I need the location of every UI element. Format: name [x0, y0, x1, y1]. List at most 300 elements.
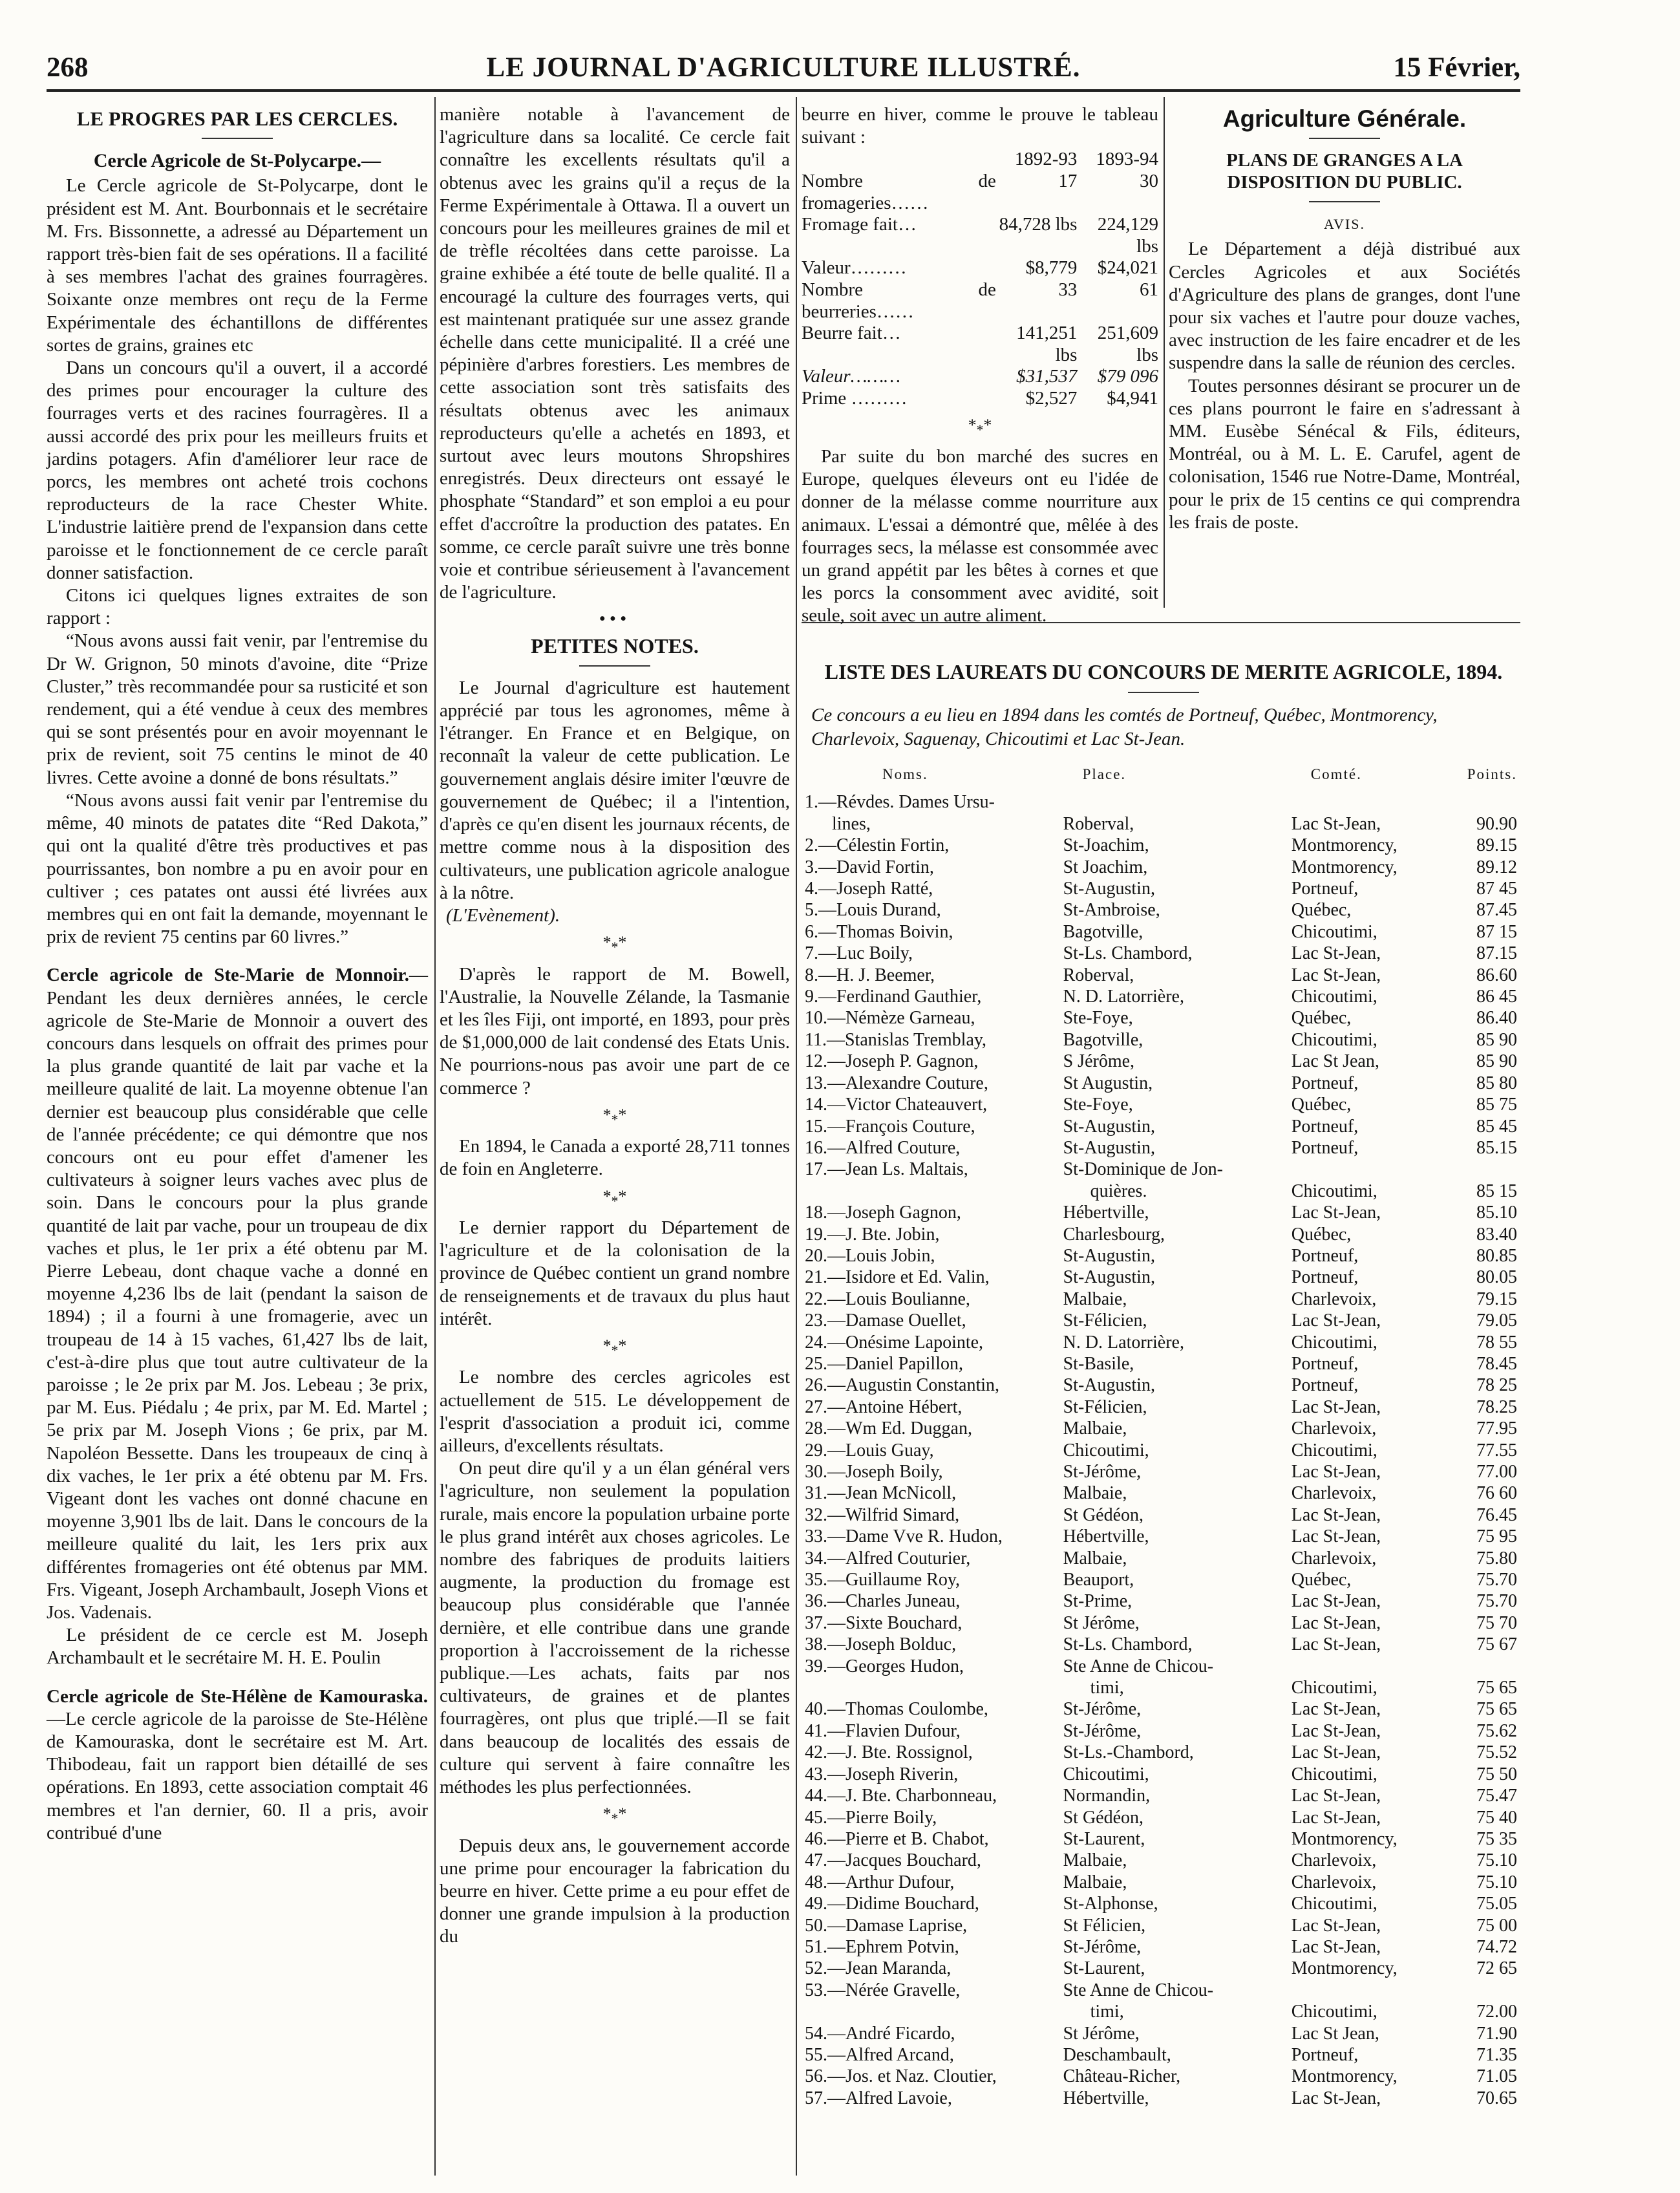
laureate-points: 76 60	[1476, 1483, 1517, 1504]
table-row	[805, 1396, 1522, 1418]
laureate-name: 46.—Pierre et B. Chabot,	[805, 1828, 989, 1849]
laureate-name: 33.—Dame Vve R. Hudon,	[805, 1526, 1003, 1547]
table-row	[805, 1548, 1522, 1569]
laureate-place: St-Augustin,	[1063, 1375, 1155, 1396]
laureate-points	[1443, 1159, 1522, 1180]
laureate-name: 6.—Thomas Boivin,	[805, 921, 953, 942]
laureate-points: 87.15	[1476, 943, 1517, 964]
row-label: Valeur………	[802, 366, 901, 387]
column-3	[802, 103, 1158, 628]
laureate-place: timi,	[1063, 1678, 1124, 1698]
laureate-place: St-Basile,	[1063, 1353, 1134, 1374]
laureate-county: Lac St-Jean,	[1291, 1396, 1381, 1417]
laureate-county: Lac St-Jean,	[1291, 1591, 1381, 1612]
quote-paragraph: “Nous avons aussi fait venir par l'entremise du même, 40 minots de patates dite “Red Dakota,” qui ont la qualité d'être très productives et pas pourrissantes, bon nombre a pu en avoir pour en cultiver ; ces patates ont aussi été livrées aux membres qui en ont fait la demande, moyennant le prix de revient 75 centins par 60 livres.”	[47, 789, 428, 948]
laureate-county: Québec,	[1291, 900, 1352, 921]
table-row	[805, 1526, 1522, 1547]
laureate-points: 89.15	[1476, 835, 1517, 856]
paragraph: Toutes personnes désirant se procurer un de ces plans pourront le faire en s'adressant à MM. Eusèbe Sénécal & Fils, éditeurs, Montréal, ou à M. L. E. Carufel, agent de colonisation, 1546 rue Notre-Dame, Montréal, pour le prix de 15 centins ce qui comprendra les frais de poste.	[1169, 375, 1520, 533]
laureate-points: 76.45	[1476, 1504, 1517, 1525]
laureate-name: 50.—Damase Laprise,	[805, 1915, 968, 1936]
laureate-points	[1443, 791, 1522, 813]
laureate-place: St Gédéon,	[1063, 1504, 1144, 1525]
cell: 141,251 lbs	[1016, 323, 1078, 365]
laureate-county: Québec,	[1291, 1224, 1352, 1245]
laureate-place: St-Ls. Chambord,	[1063, 1634, 1193, 1655]
table-row	[805, 921, 1522, 943]
table-row	[805, 899, 1522, 921]
asterism: $*_**$	[968, 415, 992, 438]
table-row	[805, 1029, 1522, 1051]
table-row	[802, 323, 1158, 366]
column-header: Place.	[1082, 766, 1127, 782]
laureate-place: St Gédéon,	[1063, 1807, 1144, 1828]
laureate-place: St-Jérôme,	[1063, 1936, 1142, 1957]
laureate-name	[805, 1181, 1063, 1202]
laureate-place: St-Augustin,	[1063, 1245, 1155, 1266]
laureate-place: Malbaie,	[1063, 1872, 1127, 1892]
laureate-county: Portneuf,	[1291, 1353, 1359, 1374]
laureate-name: 44.—J. Bte. Charbonneau,	[805, 1786, 997, 1806]
laureate-points: 75 40	[1476, 1807, 1517, 1828]
laureate-points: 87.45	[1476, 900, 1517, 921]
laureate-county: Portneuf,	[1291, 1375, 1359, 1396]
table-row	[805, 1094, 1522, 1115]
column-4	[1169, 103, 1520, 534]
laureate-county: Montmorency,	[1291, 1958, 1398, 1979]
laureate-name: 2.—Célestin Fortin,	[805, 835, 950, 856]
laureate-points: 75.52	[1476, 1742, 1517, 1763]
laureate-name: 26.—Augustin Constantin,	[805, 1375, 1000, 1396]
laureate-name: lines,	[805, 813, 871, 834]
laureate-points: 85 45	[1476, 1116, 1517, 1137]
laureate-name: 29.—Louis Guay,	[805, 1440, 934, 1460]
paragraph: Citons ici quelques lignes extraites de son rapport :	[47, 585, 428, 629]
cell: 33	[1058, 279, 1078, 300]
laureate-place: Deschambault,	[1063, 2044, 1171, 2065]
asterism: $*_**$	[602, 1336, 627, 1359]
laureate-county: Portneuf,	[1291, 1116, 1359, 1137]
laureate-place: St-Augustin,	[1063, 879, 1155, 899]
section-title: LISTE DES LAUREATS DU CONCOURS DE MERITE AGRICOLE, 1894.	[824, 660, 1503, 683]
laureate-place: Ste-Foye,	[1063, 1008, 1133, 1029]
laureate-points: 75 00	[1476, 1915, 1517, 1936]
laureate-county: Chicoutimi,	[1291, 2002, 1377, 2022]
table-row	[805, 1332, 1522, 1353]
laureate-place: Hébertville,	[1063, 1203, 1149, 1223]
table-row	[805, 986, 1522, 1007]
cell: $24,021	[1097, 257, 1158, 279]
laureate-county: Chicoutimi,	[1291, 1764, 1377, 1784]
laureate-place: Malbaie,	[1063, 1850, 1127, 1871]
paragraph: Depuis deux ans, le gouvernement accorde une prime pour encourager la fabrication du beurre en hiver. Cette prime a eu pour effet de donner une grande impulsion à la production du	[440, 1835, 790, 1947]
table-row	[805, 965, 1522, 986]
table-row	[805, 1634, 1522, 1655]
table-row	[805, 1310, 1522, 1331]
laureate-points: 77.95	[1476, 1418, 1517, 1439]
laureate-county: Lac St-Jean,	[1291, 1915, 1381, 1936]
laureate-county: Portneuf,	[1291, 1073, 1359, 1093]
paragraph: Par suite du bon marché des sucres en Europe, quelques éleveurs ont eu l'idée de donner de la mélasse comme nourriture aux animaux. L'essai a démontré que, mêlée à des fourrages secs, la mélasse est consommée avec un grand appétit par les bêtes à cornes et que les porcs la consomment avec avidité, soit seule, soit avec un autre aliment.	[802, 445, 1158, 626]
section-title: LE PROGRES PAR LES CERCLES.	[76, 107, 398, 130]
laureate-points: 79.15	[1476, 1289, 1517, 1309]
laureate-place: Beauport,	[1063, 1570, 1134, 1590]
laureate-place: St Jérôme,	[1063, 1612, 1140, 1633]
laureate-place: Malbaie,	[1063, 1289, 1127, 1309]
laureate-name: 20.—Louis Jobin,	[805, 1245, 935, 1266]
issue-date: 15 Février,	[1393, 52, 1520, 83]
laureate-name: 4.—Joseph Ratté,	[805, 879, 933, 899]
laureate-place	[1063, 791, 1292, 813]
laureate-place: Hébertville,	[1063, 1526, 1149, 1547]
laureate-county: Chicoutimi,	[1291, 987, 1377, 1007]
laureate-points: 75 65	[1476, 1678, 1517, 1698]
laureate-points: 83.40	[1476, 1224, 1517, 1245]
laureate-name: 35.—Guillaume Roy,	[805, 1570, 961, 1590]
laureate-name: 7.—Luc Boily,	[805, 943, 913, 964]
laureate-name: 57.—Alfred Lavoie,	[805, 2088, 952, 2108]
contest-note: Ce concours a eu lieu en 1894 dans les comtés de Portneuf, Québec, Montmorency, Charlevoix, Saguenay, Chicoutimi et Lac St-Jean.	[811, 705, 1438, 749]
table-row	[805, 1980, 1522, 2001]
separator: •••	[599, 608, 631, 630]
laureate-place: Charlesbourg,	[1063, 1224, 1165, 1245]
laureate-points: 85.10	[1476, 1203, 1517, 1223]
notice-label: AVIS.	[1323, 216, 1365, 233]
laureate-county: Lac St-Jean,	[1291, 1807, 1381, 1828]
paragraph: manière notable à l'avancement de l'agriculture dans sa localité. Ce cercle fait connaître les excellents résultats qu'il a obtenus avec les grains qu'il a reçus de la Ferme Expérimentale à Ottawa. Il a ouvert un concours pour les meilleures graines de mil et de trèfle récoltées dans cette paroisse. La graine exhibée a été toute de belle qualité. Il a encouragé la culture des fourrages verts, qui est maintenant pratiquée sur une assez grande échelle dans cette municipalité. Il a créé une pépinière d'arbres forestiers. Les membres de cette association sont très satisfaits des résultats obtenus avec les animaux reproducteurs qu'elle a achetés en 1893, et surtout avec leurs moutons Shropshires enregistrés. Deux directeurs ont essayé le phosphate “Standard” et son emploi a eu pour effet d'accroître la production des patates. En somme, ce cercle paraît suivre une très bonne voie et contribue sérieusement à l'avancement de l'agriculture.	[440, 104, 790, 603]
laureate-county: Québec,	[1291, 1570, 1352, 1590]
table-row	[805, 1007, 1522, 1029]
cell: $8,779	[1025, 257, 1078, 279]
table-row	[805, 1504, 1522, 1526]
table-row	[805, 857, 1522, 878]
laureate-points: 75 35	[1476, 1828, 1517, 1849]
paragraph: Le Journal d'agriculture est hautement apprécié par tous les agronomes, même à l'étranger. En France et en Belgique, on reconnaît la valeur de cette publication. Le gouvernement anglais désire imiter l'œuvre de gouvernement de Québec; il a l'intention, d'après ce qu'en disent les journaux récents, de mettre comme nous à la disposition des cultivateurs, une publication agricole analogue à la nôtre.	[440, 677, 790, 903]
row-label: Nombre de beurreries……	[802, 279, 996, 322]
laureate-place: Ste Anne de Chicou-	[1063, 1980, 1214, 2000]
table-row	[802, 279, 1158, 323]
laureate-points: 71.35	[1476, 2044, 1517, 2065]
laureate-county: Lac St-Jean,	[1291, 1526, 1381, 1547]
laureate-name: 40.—Thomas Coulombe,	[805, 1699, 988, 1720]
table-row	[805, 1850, 1522, 1871]
laureate-county: Chicoutimi,	[1291, 1029, 1377, 1050]
laureate-place: St-Jérôme,	[1063, 1699, 1142, 1720]
asterism: $*_**$	[602, 1105, 627, 1128]
row-label: Fromage fait…	[802, 214, 917, 235]
paragraph: Le président de ce cercle est M. Joseph Archambault et le secrétaire M. H. E. Poulin	[47, 1625, 428, 1669]
laureate-county	[1292, 1656, 1443, 1677]
laureate-points: 85 15	[1476, 1181, 1517, 1201]
laureate-name: 56.—Jos. et Naz. Cloutier,	[805, 2066, 997, 2087]
laureate-county: Lac St-Jean,	[1291, 1634, 1381, 1655]
laureate-place: Malbaie,	[1063, 1483, 1127, 1504]
laureate-county: Lac St-Jean,	[1291, 1936, 1381, 1957]
laureate-points	[1443, 1980, 1522, 2001]
table-row	[805, 1720, 1522, 1742]
table-row	[805, 1073, 1522, 1094]
laureate-points: 75.10	[1476, 1872, 1517, 1892]
table-row	[805, 1353, 1522, 1375]
paragraph: Le nombre des cercles agricoles est actuellement de 515. Le développement de l'esprit d'association a produit ici, comme ailleurs, d'excellents résultats.	[440, 1367, 790, 1456]
laureate-points: 85 80	[1476, 1073, 1517, 1093]
laureate-county: Portneuf,	[1291, 2044, 1359, 2065]
laureate-points: 75 70	[1476, 1612, 1517, 1633]
table-row	[805, 1698, 1522, 1720]
laureate-county: Lac St-Jean,	[1291, 1786, 1381, 1806]
table-row	[805, 943, 1522, 964]
laureate-points: 86.40	[1476, 1008, 1517, 1029]
laureate-county: Lac St-Jean,	[1291, 1504, 1381, 1525]
table-row	[805, 1612, 1522, 1634]
table-row	[805, 1116, 1522, 1137]
table-row	[805, 1569, 1522, 1590]
table-row	[805, 1267, 1522, 1288]
laureate-name: 52.—Jean Maranda,	[805, 1958, 952, 1979]
laureate-county: Charlevoix,	[1291, 1548, 1377, 1568]
laureate-name: 16.—Alfred Couture,	[805, 1137, 961, 1158]
laureate-county: Montmorency,	[1291, 2066, 1398, 2087]
laureate-county: Lac St-Jean,	[1291, 965, 1381, 985]
table-row	[802, 388, 1158, 410]
table-row	[805, 1461, 1522, 1482]
laureate-name: 3.—David Fortin,	[805, 857, 934, 877]
laureate-points: 75.10	[1476, 1850, 1517, 1871]
table-row	[805, 1202, 1522, 1223]
cell: 84,728 lbs	[999, 214, 1078, 235]
laureate-county	[1292, 1980, 1443, 2001]
laureate-points: 72 65	[1476, 1958, 1517, 1979]
laureate-county: Charlevoix,	[1291, 1483, 1377, 1504]
laureate-name: 36.—Charles Juneau,	[805, 1591, 961, 1612]
laureate-place: Roberval,	[1063, 965, 1134, 985]
laureate-place: St Jérôme,	[1063, 2023, 1140, 2044]
column-divider	[1164, 97, 1165, 608]
table-row	[805, 1181, 1522, 1202]
column-header: Comté.	[1310, 766, 1362, 782]
laureate-points: 78.45	[1476, 1353, 1517, 1374]
year-header: 1893-94	[1096, 149, 1158, 170]
laureate-place: St-Ls.-Chambord,	[1063, 1742, 1194, 1763]
laureate-place: Bagotville,	[1063, 1029, 1143, 1050]
laureate-points: 85 90	[1476, 1029, 1517, 1050]
table-row	[805, 1440, 1522, 1461]
section-heading: Cercle Agricole de St-Polycarpe.—	[93, 150, 381, 172]
year-header: 1892-93	[1014, 149, 1078, 170]
cell: $4,941	[1107, 387, 1158, 409]
laureate-name: 38.—Joseph Bolduc,	[805, 1634, 957, 1655]
laureate-place: Malbaie,	[1063, 1548, 1127, 1568]
asterism: $*_**$	[602, 1804, 627, 1827]
cell: $2,527	[1025, 387, 1078, 409]
laureate-place: timi,	[1063, 2002, 1124, 2022]
table-row	[805, 1677, 1522, 1698]
laureate-name: 31.—Jean McNicoll,	[805, 1483, 957, 1504]
section-title: Agriculture Générale.	[1222, 105, 1467, 132]
laureate-county: Montmorency,	[1291, 1828, 1398, 1849]
laureate-place: St-Laurent,	[1063, 1828, 1145, 1849]
production-table	[802, 149, 1158, 409]
table-row	[802, 214, 1158, 257]
laureate-place: St-Jérôme,	[1063, 1462, 1142, 1482]
laureate-points: 77.00	[1476, 1462, 1517, 1482]
laureate-points: 75.05	[1476, 1894, 1517, 1914]
paragraph: —Le cercle agricole de la paroisse de Ste-Hélène de Kamouraska, dont le secrétaire est M. Art. Thibodeau, fait un rapport bien détaillé de ses opérations. En 1893, cette association comptait 46 membres et l'an dernier, 60. Il a pris, avoir contribué d'une	[47, 1708, 428, 1843]
table-row	[805, 2044, 1522, 2066]
laureate-name: 30.—Joseph Boily,	[805, 1462, 943, 1482]
table-row	[805, 1764, 1522, 1785]
table-row	[805, 1807, 1522, 1828]
laureate-name: 51.—Ephrem Potvin,	[805, 1936, 959, 1957]
laureate-points: 72.00	[1476, 2002, 1517, 2022]
laureate-points: 85 75	[1476, 1095, 1517, 1115]
laureate-name: 34.—Alfred Couturier,	[805, 1548, 971, 1568]
divider	[579, 665, 650, 667]
laureate-county: Lac St-Jean,	[1291, 1462, 1381, 1482]
laureate-county: Chicoutimi,	[1291, 1678, 1377, 1698]
table-row	[805, 1418, 1522, 1439]
laureate-name: 54.—André Ficardo,	[805, 2023, 955, 2044]
laureate-name: 8.—H. J. Beemer,	[805, 965, 935, 985]
laureate-place: St-Félicien,	[1063, 1310, 1147, 1331]
cell: 17	[1058, 171, 1078, 191]
row-label: Valeur………	[802, 257, 907, 279]
laureate-county: Lac St-Jean,	[1291, 1699, 1381, 1720]
laureate-points: 86.60	[1476, 965, 1517, 985]
table-row	[805, 1915, 1522, 1936]
laureate-name: 53.—Nérée Gravelle,	[805, 1980, 961, 2000]
laureate-county: Charlevoix,	[1291, 1872, 1377, 1892]
asterism: $*_**$	[602, 933, 627, 956]
column-header: Points.	[1467, 766, 1517, 782]
laureate-place: Chicoutimi,	[1063, 1764, 1149, 1784]
laureate-place: Ste-Foye,	[1063, 1095, 1133, 1115]
laureate-county	[1292, 1159, 1443, 1180]
row-label: Nombre de fromageries……	[802, 171, 996, 213]
table-row	[805, 2023, 1522, 2044]
laureate-points: 78 55	[1476, 1332, 1517, 1353]
laureate-county: Lac St-Jean,	[1291, 1742, 1381, 1763]
laureate-points: 71.05	[1476, 2066, 1517, 2087]
table-row	[805, 1590, 1522, 1612]
laureates-section	[805, 659, 1522, 2109]
laureate-county: Chicoutimi,	[1291, 1440, 1377, 1460]
column-header: Noms.	[882, 766, 928, 782]
laureate-place: St-Augustin,	[1063, 1267, 1155, 1288]
laureate-county: Chicoutimi,	[1291, 1894, 1377, 1914]
laureate-points: 75 65	[1476, 1699, 1517, 1720]
table-row	[802, 257, 1158, 279]
laureate-county: Lac St-Jean,	[1291, 1310, 1381, 1331]
table-row	[805, 813, 1522, 835]
cell: $31,537	[1016, 366, 1078, 387]
laureate-name: 24.—Onésime Lapointe,	[805, 1332, 984, 1353]
laureate-place: St-Joachim,	[1063, 835, 1149, 856]
laureate-name: 17.—Jean Ls. Maltais,	[805, 1159, 968, 1180]
laureate-points: 75.70	[1476, 1591, 1517, 1612]
laureate-place: St-Augustin,	[1063, 1137, 1155, 1158]
laureate-name: 19.—J. Bte. Jobin,	[805, 1224, 940, 1245]
laureate-place: St-Ambroise,	[1063, 900, 1160, 921]
laureate-name: 37.—Sixte Bouchard,	[805, 1612, 962, 1633]
section-heading: Cercle agricole de Ste-Marie de Monnoir.	[47, 965, 409, 986]
table-row	[805, 1656, 1522, 1677]
laureate-name: 39.—Georges Hudon,	[805, 1656, 964, 1676]
laureate-place: N. D. Latorrière,	[1063, 987, 1184, 1007]
paragraph: Le Cercle agricole de St-Polycarpe, dont le président est M. Ant. Bourbonnais et le secrétaire M. Frs. Bissonnette, a adressé au Département un rapport très-bien fait de ses opérations. Il a facilité à ses membres l'achat des graines fourragères. Soixante onze membres ont reçu de la Ferme Expérimentale des échantillons de différentes sortes de grains, graines etc	[47, 175, 428, 356]
laureate-county: Chicoutimi,	[1291, 1332, 1377, 1353]
laureate-place: St-Ls. Chambord,	[1063, 943, 1193, 964]
section-title: PETITES NOTES.	[531, 634, 699, 658]
laureate-points: 86 45	[1476, 987, 1517, 1007]
laureate-name: 13.—Alexandre Couture,	[805, 1073, 988, 1093]
laureate-county: Charlevoix,	[1291, 1418, 1377, 1439]
subsection-title: PLANS DE GRANGES A LA DISPOSITION DU PUBLIC.	[1226, 150, 1463, 193]
laureate-name: 42.—J. Bte. Rossignol,	[805, 1742, 973, 1763]
table-row	[805, 1936, 1522, 1958]
laureate-points: 87 15	[1476, 921, 1517, 942]
laureate-points: 75.70	[1476, 1570, 1517, 1590]
laureate-county: Lac St Jean,	[1291, 2023, 1379, 2044]
divider	[1309, 201, 1380, 202]
laureate-county: Québec,	[1291, 1095, 1352, 1115]
laureate-points: 90.90	[1476, 813, 1517, 834]
laureate-place: Normandin,	[1063, 1786, 1151, 1806]
laureate-name	[805, 2001, 1063, 2022]
column-divider	[434, 97, 436, 2176]
table-row	[805, 1872, 1522, 1893]
laureate-points: 78 25	[1476, 1375, 1517, 1396]
table-row	[805, 2066, 1522, 2087]
laureate-points: 75.47	[1476, 1786, 1517, 1806]
laureate-county: Chicoutimi,	[1291, 1181, 1377, 1201]
divider	[1309, 138, 1380, 139]
laureate-points: 89.12	[1476, 857, 1517, 877]
paragraph: Le dernier rapport du Département de l'agriculture et de la colonisation de la province de Québec contient un grand nombre de renseignements et de travaux du plus haut intérêt.	[440, 1217, 790, 1329]
laureate-points: 79.05	[1476, 1310, 1517, 1331]
laureate-county: Charlevoix,	[1291, 1289, 1377, 1309]
laureate-points: 77.55	[1476, 1440, 1517, 1460]
laureate-place: St-Jérôme,	[1063, 1720, 1142, 1741]
laureate-points: 75.80	[1476, 1548, 1517, 1568]
laureate-name: 23.—Damase Ouellet,	[805, 1310, 966, 1331]
table-row	[805, 835, 1522, 856]
table-row	[805, 1375, 1522, 1396]
section-heading: Cercle agricole de Ste-Hélène de Kamouraska.	[47, 1685, 428, 1707]
laureate-county: Chicoutimi,	[1291, 921, 1377, 942]
table-row	[805, 791, 1522, 813]
laureate-name	[805, 1677, 1063, 1698]
laureate-place: Château-Richer,	[1063, 2066, 1181, 2087]
laureate-points: 80.85	[1476, 1245, 1517, 1266]
header-rule	[47, 89, 1520, 92]
laureate-county: Montmorency,	[1291, 835, 1398, 856]
laureate-place: St-Félicien,	[1063, 1396, 1147, 1417]
paragraph: —Pendant les deux dernières années, le cercle agricole de Ste-Marie de Monnoir a ouvert des concours dans lesquels on offrait des primes pour la plus grande quantité de lait par vache et la meilleure qualité de lait. La moyenne obtenue l'an dernier est beaucoup plus considérable que celle de l'année précédente; ce qui démontre que nos concours ont eu pour effet d'amener les cultivateurs à soigner leurs vaches avec plus de soin. Dans le concours pour la plus grande quantité de lait par vache, pour un troupeau de dix vaches et plus, le 1er prix a été obtenu par M. Pierre Lebeau, dont chaque vache a donné en moyenne 4,236 lbs de lait (pendant la saison de 1894) ; il a fourni à une fromagerie, avec un troupeau de 14 à 15 vaches, 61,427 lbs de lait, c'est-à-dire plus que tout autre cultivateur de la paroisse ; le 2e prix par M. Jos. Lebeau ; 3e prix, par M. Eus. Piédalu ; 4e prix, par M. Ed. Martel ; 5e prix par M. Joseph Vions ; 6e prix, par M. Napoléon Bessette. Dans les troupeaux de cinq à dix vaches, le 1er prix a été obtenu par M. Frs. Vigeant dont les vaches ont donné chacune en moyenne 3,901 lbs de lait. Dans le concours de la meilleure qualité du lait, les 1ers prix aux différentes fromageries ont été obtenus par MM. Frs. Vigeant, Joseph Archambault, Joseph Vions et Jos. Vadenais.	[47, 965, 428, 1623]
laureate-county: Lac St-Jean,	[1291, 1203, 1381, 1223]
laureate-name: 5.—Louis Durand,	[805, 900, 941, 921]
paragraph: beurre en hiver, comme le prouve le tableau suivant :	[802, 104, 1158, 148]
laureate-points: 75.62	[1476, 1720, 1517, 1741]
laureate-place: Bagotville,	[1063, 921, 1143, 942]
laureate-name: 25.—Daniel Papillon,	[805, 1353, 963, 1374]
laureate-county: Charlevoix,	[1291, 1850, 1377, 1871]
divider	[1128, 692, 1199, 693]
laureate-place: N. D. Latorrière,	[1063, 1332, 1184, 1353]
laureate-place: quières.	[1063, 1181, 1147, 1201]
laureate-county: Montmorency,	[1291, 857, 1398, 877]
laureate-points: 74.72	[1476, 1936, 1517, 1957]
